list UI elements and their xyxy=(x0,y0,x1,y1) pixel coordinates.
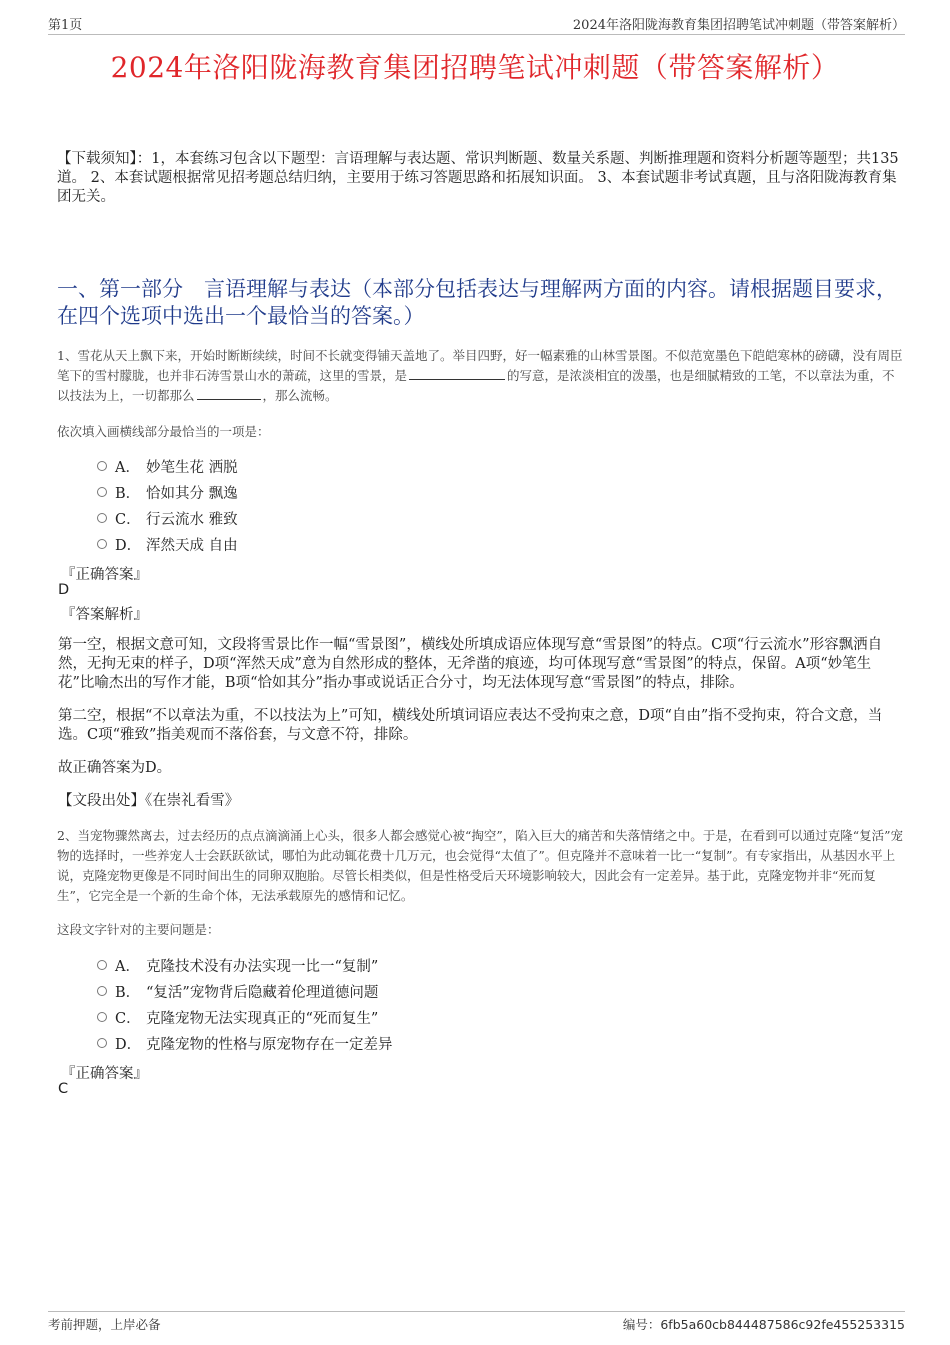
radio-icon[interactable] xyxy=(97,461,107,471)
header-doc-title: 2024年洛阳陇海教育集团招聘笔试冲刺题（带答案解析） xyxy=(572,18,905,33)
question-2-options xyxy=(97,952,393,1056)
option-a[interactable]: A． 妙笔生花 洒脱 xyxy=(97,453,238,479)
section-heading: 一、第一部分 言语理解与表达（本部分包括表达与理解两方面的内容。请根据题目要求，在四个选项中选出一个最恰当的答案。） xyxy=(57,277,897,328)
analysis-paragraph: 第二空，根据“不以章法为重，不以技法为上”可知，横线处所填词语应表达不受拘束之意，D项“自由”指不受拘束，符合文意，当选。C项“雅致”指美观而不落俗套，与文意不符，排除。 xyxy=(58,708,883,743)
document-code: 编号：6fb5a60cb844487586c92fe455253315 xyxy=(622,1317,905,1332)
analysis-paragraph: 第一空，根据文意可知，文段将雪景比作一幅“雪景图”，横线处所填成语应体现写意“雪景图”的特点。C项“行云流水”形容飘洒自然，无拘无束的样子，D项“浑然天成”意为自然形成的整体，无斧凿的痕迹，均可体现写意“雪景图”的特点，保留。A项“妙笔生花”比喻杰出的写作才能，B项“恰如其分”指办事或说话正合分寸，均无法体现写意“雪景图”的特点，排除。 xyxy=(58,637,883,691)
option-c[interactable]: C． 行云流水 雅致 xyxy=(97,505,238,531)
correct-answer-label: 『正确答案』 xyxy=(61,1066,148,1082)
footer-slogan: 考前押题，上岸必备 xyxy=(48,1317,161,1332)
option-c[interactable]: C． 克隆宠物无法实现真正的“死而复生” xyxy=(97,1004,393,1030)
correct-answer: C xyxy=(58,1081,69,1097)
radio-icon[interactable] xyxy=(97,513,107,523)
download-notice: 【下载须知】：1，本套练习包含以下题型：言语理解与表达题、常识判断题、数量关系题、判断推理题和资料分析题等题型；共135道。 2、本套试题根据常见招考题总结归纳，主要用于练习答题思路和拓展知识面。 3、本套试题非考试真题，且与洛阳陇海教育集团无关。 xyxy=(57,151,899,205)
fill-blank xyxy=(197,387,261,400)
radio-icon[interactable] xyxy=(97,986,107,996)
page-footer xyxy=(48,1311,905,1330)
fill-blank xyxy=(409,367,505,380)
option-b[interactable]: B． “复活”宠物背后隐藏着伦理道德问题 xyxy=(97,978,393,1004)
passage-source: 【文段出处】《在崇礼看雪》 xyxy=(58,793,240,809)
page-header xyxy=(48,14,905,35)
question-1-options xyxy=(97,453,238,557)
radio-icon[interactable] xyxy=(97,1012,107,1022)
page-number: 第1页 xyxy=(48,18,83,33)
radio-icon[interactable] xyxy=(97,487,107,497)
question-2-prompt: 这段文字针对的主要问题是： xyxy=(57,922,220,937)
question-1-prompt: 依次填入画横线部分最恰当的一项是： xyxy=(57,424,270,439)
radio-icon[interactable] xyxy=(97,539,107,549)
page-title: 2024年洛阳陇海教育集团招聘笔试冲刺题（带答案解析） xyxy=(110,51,840,84)
correct-answer-label: 『正确答案』 xyxy=(61,567,148,583)
correct-answer: D xyxy=(58,582,70,598)
question-1-stem: 1、雪花从天上飘下来，开始时断断续续，时间不长就变得铺天盖地了。举目四野，好一幅素雅的山林雪景图。不似范宽墨色下皑皑寒林的磅礴，没有周臣笔下的雪村朦胧，也并非石涛雪景山水的萧疏，这里的雪景，是 的写意，是浓淡相宜的泼墨，也是细腻精致的工笔，不以章法为重，不以技法为上，一切都那么 ，那么流畅。 xyxy=(57,348,903,403)
radio-icon[interactable] xyxy=(97,1038,107,1048)
option-d[interactable]: D． 克隆宠物的性格与原宠物存在一定差异 xyxy=(97,1030,393,1056)
option-b[interactable]: B． 恰如其分 飘逸 xyxy=(97,479,238,505)
option-a[interactable]: A． 克隆技术没有办法实现一比一“复制” xyxy=(97,952,393,978)
analysis-conclusion: 故正确答案为D。 xyxy=(58,760,172,776)
analysis-label: 『答案解析』 xyxy=(61,607,148,623)
radio-icon[interactable] xyxy=(97,960,107,970)
question-2-stem: 2、当宠物骤然离去，过去经历的点点滴滴涌上心头，很多人都会感觉心被“掏空”，陷入巨大的痛苦和失落情绪之中。于是，在看到可以通过克隆“复活”宠物的选择时，一些养宠人士会跃跃欲试，哪怕为此动辄花费十几万元，也会觉得“太值了”。但克隆并不意味着一比一“复制”。有专家指出，从基因水平上说，克隆宠物更像是不同时间出生的同卵双胞胎。尽管长相类似，但是性格受后天环境影响较大，因此会有一定差异。基于此，克隆宠物并非“死而复生”，它完全是一个新的生命个体，无法承载原先的感情和记忆。 xyxy=(57,828,904,903)
option-d[interactable]: D． 浑然天成 自由 xyxy=(97,531,238,557)
